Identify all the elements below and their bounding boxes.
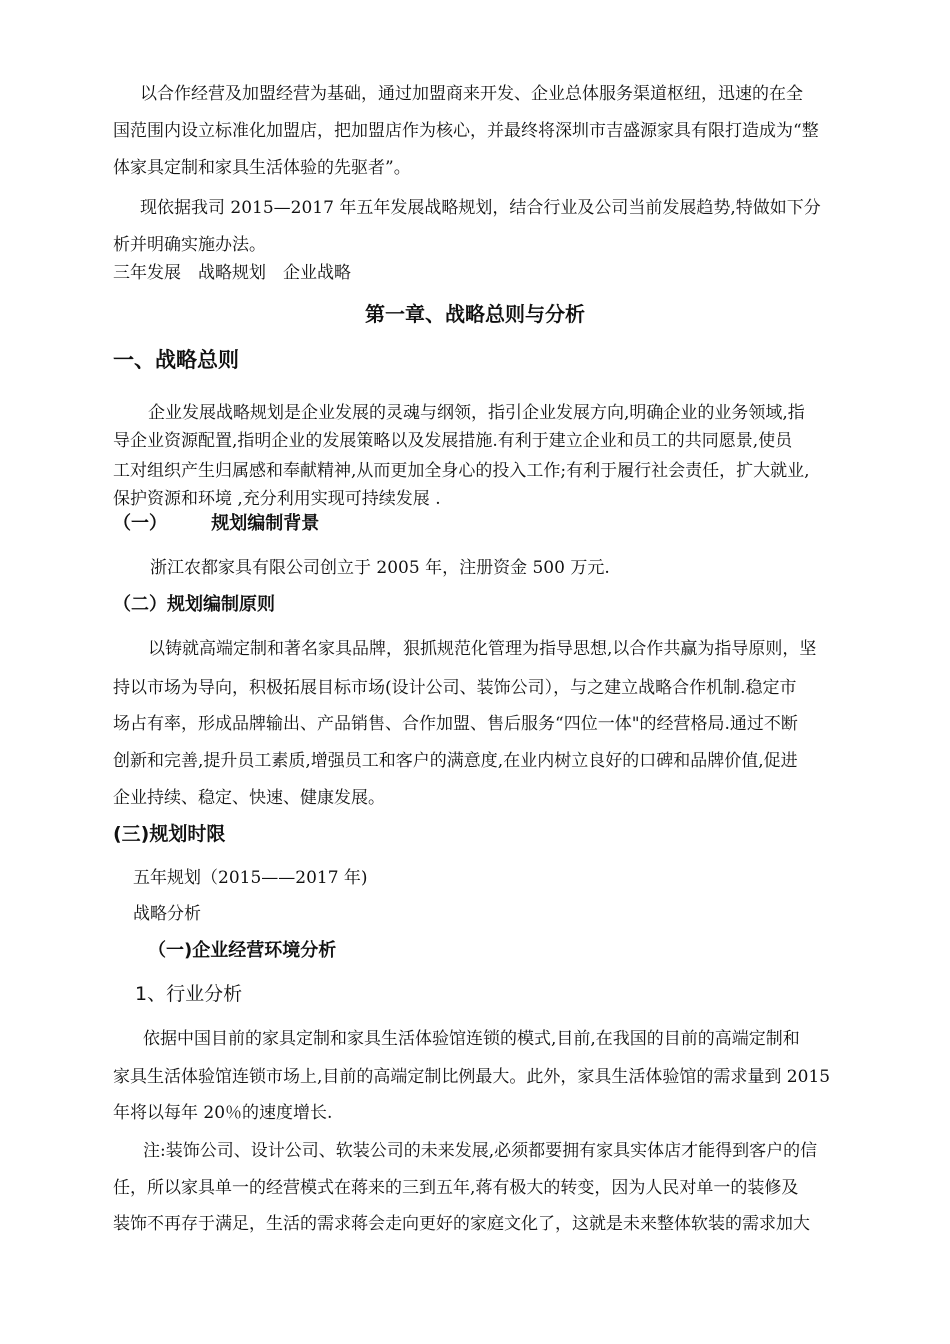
analysis-para1-line-1: 依据中国目前的家具定制和家具生活体验馆连锁的模式,目前,在我国的目前的高端定制和 <box>143 1029 800 1049</box>
sub1-heading-text: 规划编制背景 <box>211 513 320 534</box>
sub2-heading: （二）规划编制原则 <box>113 594 275 615</box>
intro-p2-line-2: 析并明确实施办法。 <box>113 235 266 255</box>
sub2-para-line-5: 企业持续、稳定、快速、健康发展。 <box>113 788 385 808</box>
sub2-para-line-1: 以铸就高端定制和著名家具品牌，狠抓规范化管理为指导思想,以合作共赢为指导原则，坚 <box>148 639 817 659</box>
intro-p1-line-1: 以合作经营及加盟经营为基础，通过加盟商来开发、企业总体服务渠道枢纽，迅速的在全 <box>140 84 803 104</box>
sub1-heading-num: （一） <box>113 513 167 534</box>
sub3-line-1: 五年规划（2015——2017 年) <box>133 868 368 888</box>
section1-para-line-4: 保护资源和环境 ,充分利用实现可持续发展 . <box>113 489 441 509</box>
analysis-note-line-1: 注:装饰公司、设计公司、软装公司的未来发展,必须都要拥有家具实体店才能得到客户的信 <box>143 1141 818 1161</box>
sub1-heading <box>113 513 893 535</box>
intro-keywords: 三年发展 战略规划 企业战略 <box>113 263 351 283</box>
sub2-para-line-2: 持以市场为导向，积极拓展目标市场(设计公司、装饰公司），与之建立战略合作机制.稳定市 <box>113 678 797 698</box>
section-heading-strategy-general: 一、战略总则 <box>113 348 239 372</box>
sub3-heading: (三)规划时限 <box>113 823 226 845</box>
sub2-para-line-3: 场占有率，形成品牌输出、产品销售、合作加盟、售后服务“四位一体"的经营格局.通过不断 <box>113 714 798 734</box>
chapter-title: 第一章、战略总则与分析 <box>365 302 585 326</box>
intro-p1-line-2: 国范围内设立标准化加盟店，把加盟店作为核心，并最终将深圳市吉盛源家具有限打造成为“整 <box>113 121 819 141</box>
analysis-para1-line-3: 年将以每年 20％的速度增长. <box>113 1103 333 1123</box>
sub2-para-line-4: 创新和完善,提升员工素质,增强员工和客户的满意度,在业内树立良好的口碑和品牌价值,促进 <box>113 751 798 771</box>
sub3-line-2: 战略分析 <box>133 904 201 924</box>
intro-p1-line-3: 体家具定制和家具生活体验的先驱者”。 <box>113 158 411 178</box>
sub1-para: 浙江农都家具有限公司创立于 2005 年，注册资金 500 万元. <box>150 558 610 578</box>
section1-para-line-2: 导企业资源配置,指明企业的发展策略以及发展措施.有利于建立企业和员工的共同愿景,使员 <box>113 431 793 451</box>
section1-para-line-1: 企业发展战略规划是企业发展的灵魂与纲领，指引企业发展方向,明确企业的业务领域,指 <box>148 403 805 423</box>
analysis-para1-line-2: 家具生活体验馆连锁市场上,目前的高端定制比例最大。此外，家具生活体验馆的需求量到 2015 <box>113 1067 831 1087</box>
analysis-note-line-3: 装饰不再存于满足，生活的需求蒋会走向更好的家庭文化了，这就是未来整体软装的需求加大 <box>113 1214 810 1234</box>
analysis-item-1: 1、行业分析 <box>135 983 243 1005</box>
section1-para-line-3: 工对组织产生归属感和奉献精神,从而更加全身心的投入工作;有利于履行社会责任，扩大就业, <box>113 461 810 481</box>
intro-p2-line-1: 现依据我司 2015—2017 年五年发展战略规划，结合行业及公司当前发展趋势,特做如下分 <box>140 198 821 218</box>
analysis-heading: （一)企业经营环境分析 <box>148 940 337 961</box>
analysis-note-line-2: 任，所以家具单一的经营模式在蒋来的三到五年,蒋有极大的转变，因为人民对单一的装修及 <box>113 1178 799 1198</box>
